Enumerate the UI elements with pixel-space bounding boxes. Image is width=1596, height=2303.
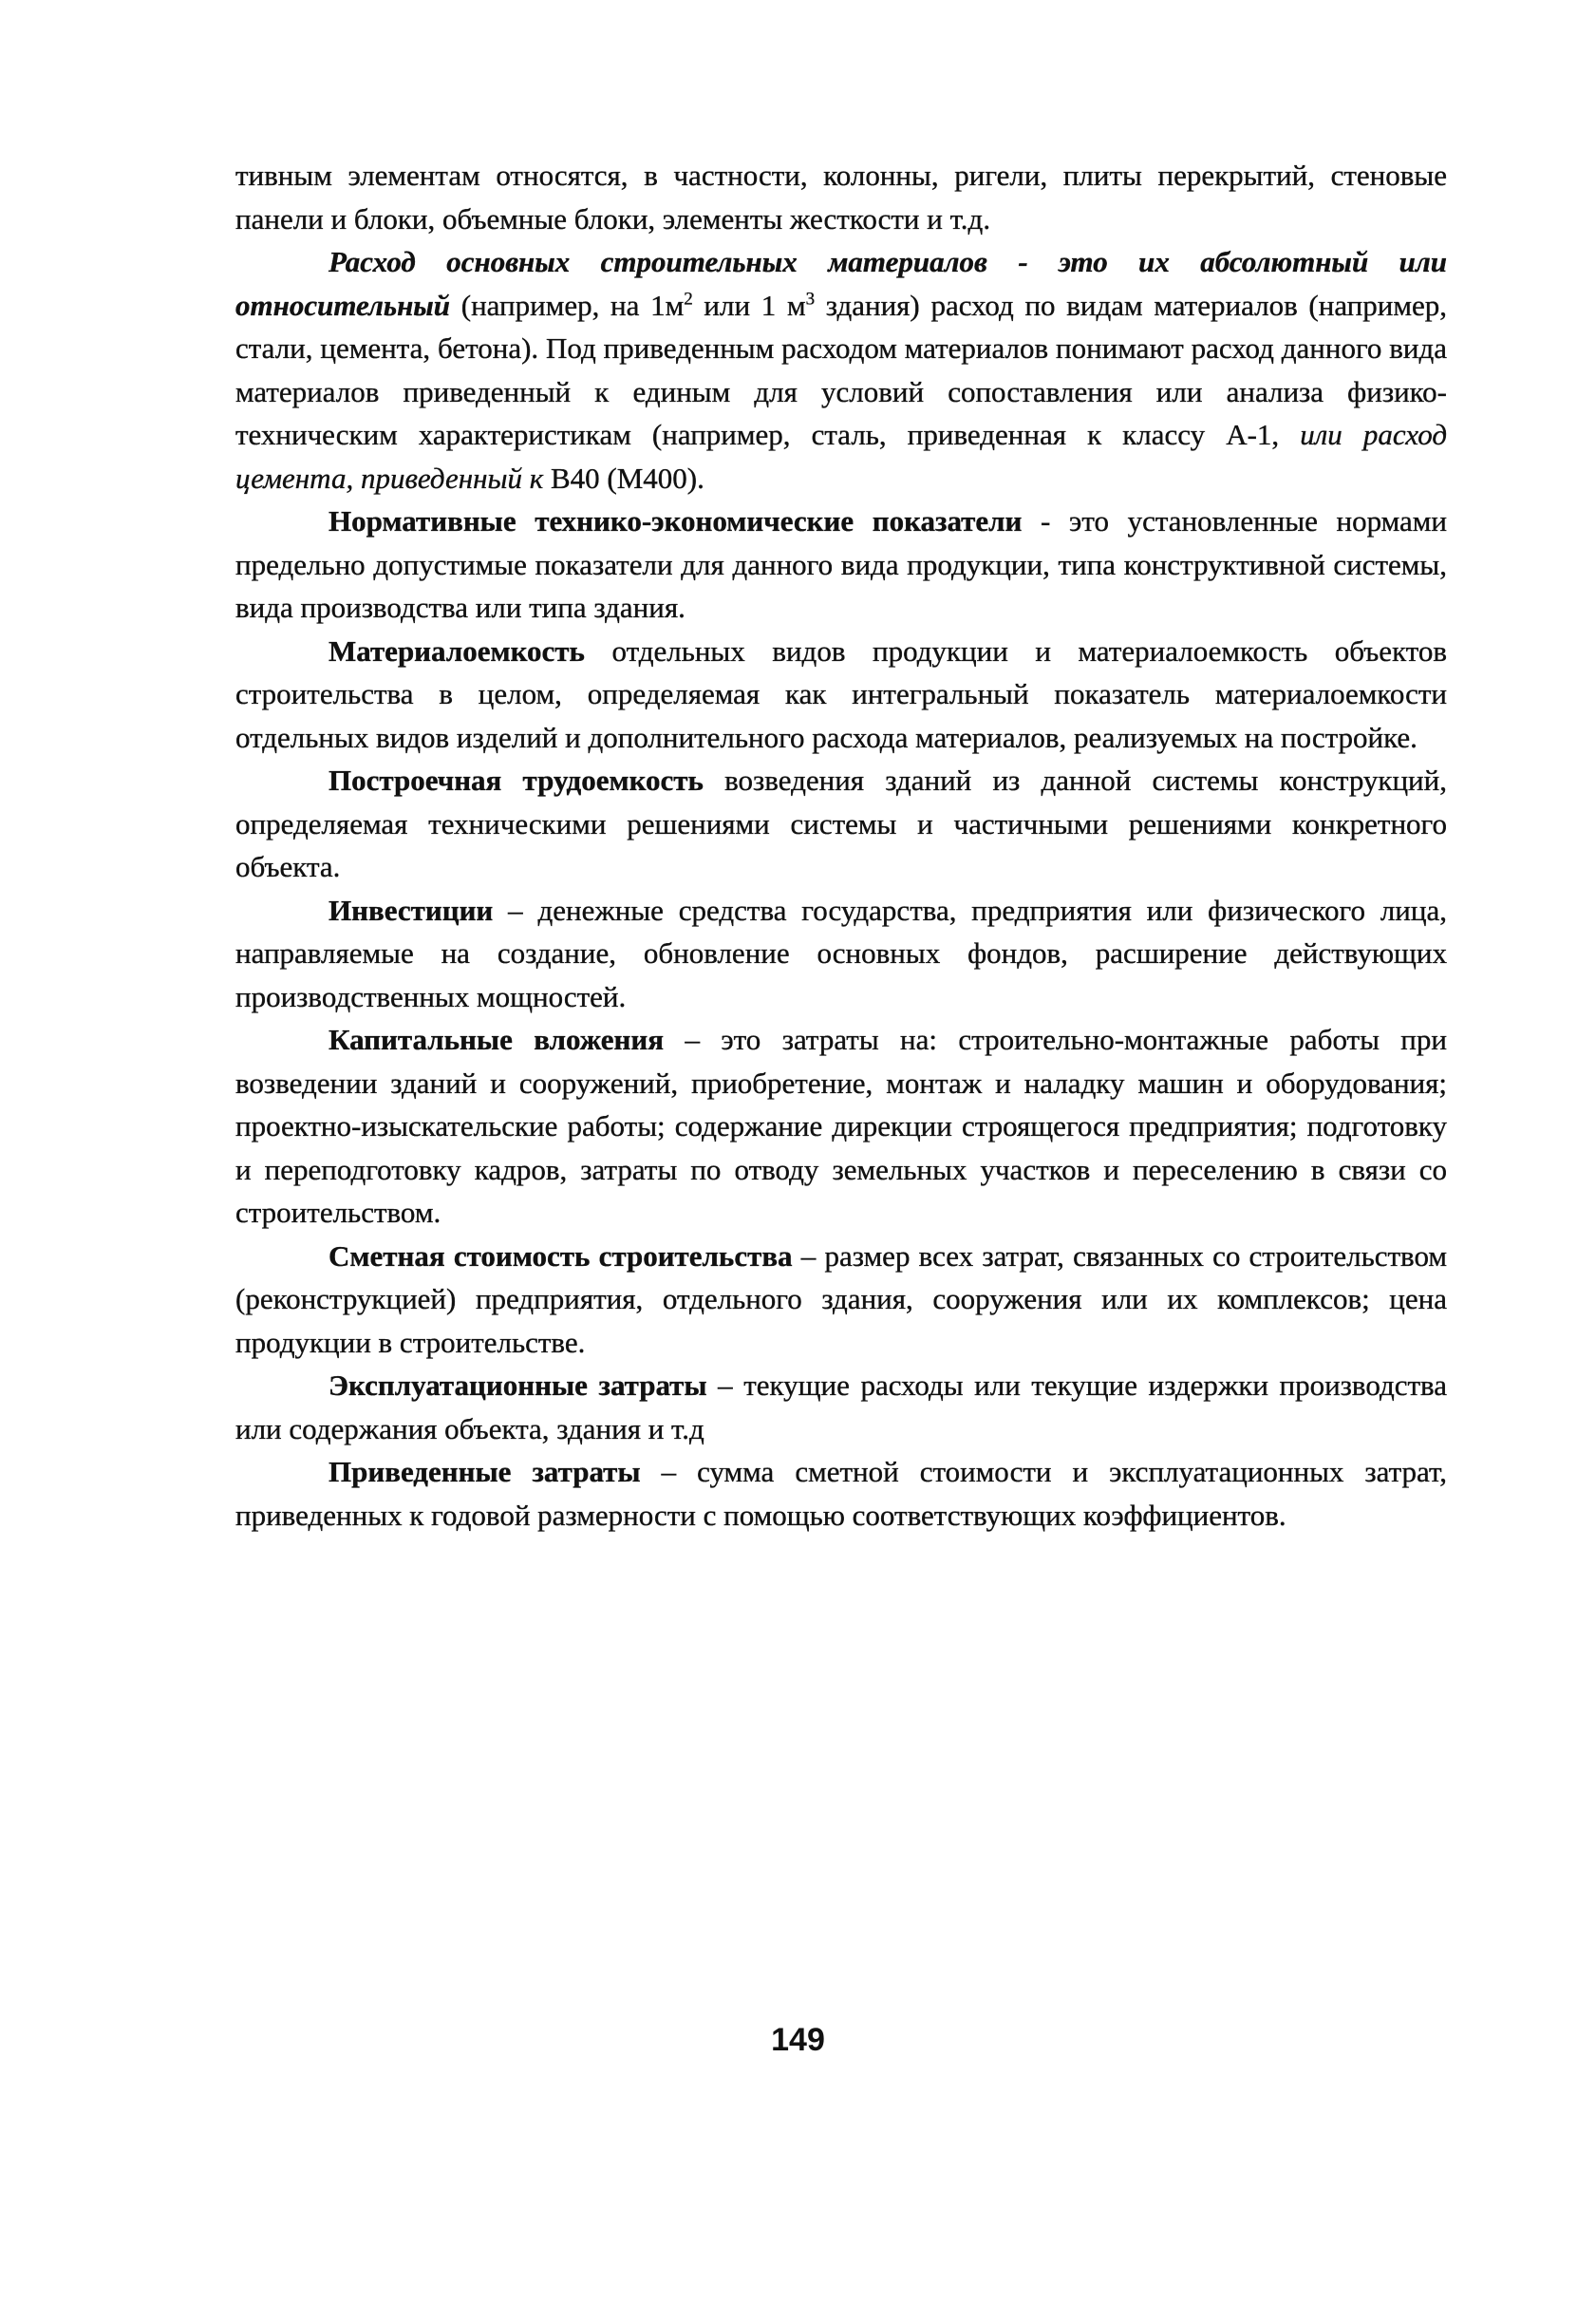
definition-text: – это затраты на: строительно-монтажные работы при возведении зданий и сооружений, приобретение, монтаж и наладку машин и оборудования; проектно-изыскательские работы; содержание дирекции строящегося предприятия; подготовку и переподготовку кадров, затраты по отводу земельных участков и переселению в связи со строительством. xyxy=(235,1023,1447,1229)
paragraph-labor-intensity xyxy=(235,759,1447,889)
definition-text: – размер всех затрат, связанных со строительством (реконструкцией) предприятия, отдельного здания, сооружения или их комплексов; цена продукции в строительстве. xyxy=(235,1238,1447,1359)
definition-text: – сумма сметной стоимости и эксплуатационных затрат, приведенных к годовой размерности с помощью соответствующих коэффициентов. xyxy=(235,1455,1447,1532)
superscript-2: 2 xyxy=(684,289,693,310)
paragraph-continuation xyxy=(235,154,1447,240)
term-capital-investments: Капитальные вложения xyxy=(329,1023,665,1056)
body-text xyxy=(235,154,1447,1537)
paragraph-reduced-costs xyxy=(235,1450,1447,1537)
superscript-3: 3 xyxy=(805,289,816,310)
paragraph-material-intensity xyxy=(235,630,1447,760)
definition-text: или 1 м xyxy=(692,288,806,322)
definition-text: возведения зданий из данной системы конструкций, определяемая техническими решениями системы и частичными решениями конкретного объекта. xyxy=(235,764,1447,883)
definition-text: отдельных видов продукции и материалоемкость объектов строительства в целом, определяемая как интегральный показатель материалоемкости отдельных видов изделий и дополнительного расхода материалов, реализуемых на постройке. xyxy=(235,633,1447,754)
paragraph-text: тивным элементам относятся, в частности, колонны, ригели, плиты перекрытий, стеновые панели и блоки, объемные блоки, элементы жесткости и т.д. xyxy=(235,159,1447,236)
paragraph-estimated-cost xyxy=(235,1235,1447,1365)
term-operating-costs: Эксплуатационные затраты xyxy=(329,1369,707,1402)
term-reduced-costs: Приведенные затраты xyxy=(329,1455,641,1488)
definition-text: В40 (М400). xyxy=(543,461,704,495)
paragraph-material-consumption xyxy=(235,240,1447,500)
page-number: 149 xyxy=(771,2022,825,2058)
definition-text: - это установленные нормами предельно допустимые показатели для данного вида продукции, типа конструктивной системы, вида производства или типа здания. xyxy=(235,504,1447,624)
term-material-consumption: Расход основных строительных материалов xyxy=(329,245,987,278)
paragraph-capital-investments xyxy=(235,1018,1447,1235)
definition-text: (например, на 1м xyxy=(450,288,685,322)
paragraph-normative-indicators xyxy=(235,500,1447,630)
definition-text: здания) расход по видам материалов (например, стали, цемента, бетона). Под приведенным расходом материалов понимают расход данного вида материалов приведенный к единым для условий сопоставления или анализа физико-техническим характеристикам (например, сталь, приведенная к классу А-1, xyxy=(235,288,1447,451)
paragraph-investments xyxy=(235,889,1447,1019)
definition-italic: - это их абсолютный или относительный xyxy=(235,245,1447,322)
term-labor-intensity: Построечная трудоемкость xyxy=(329,764,704,797)
term-normative-indicators: Нормативные технико-экономические показатели xyxy=(329,504,1023,538)
paragraph-operating-costs xyxy=(235,1364,1447,1450)
term-estimated-cost: Сметная стоимость строительства xyxy=(329,1238,793,1273)
definition-text: – текущие расходы или текущие издержки производства или содержания объекта, здания и т.д xyxy=(235,1369,1448,1445)
definition-text: – денежные средства государства, предприятия или физического лица, направляемые на создание, обновление основных фондов, расширение действующих производственных мощностей. xyxy=(235,893,1447,1013)
term-investments: Инвестиции xyxy=(329,893,494,927)
term-material-intensity: Материалоемкость xyxy=(329,633,585,668)
definition-italic-2: или расход цемента, приведенный к xyxy=(235,418,1448,495)
